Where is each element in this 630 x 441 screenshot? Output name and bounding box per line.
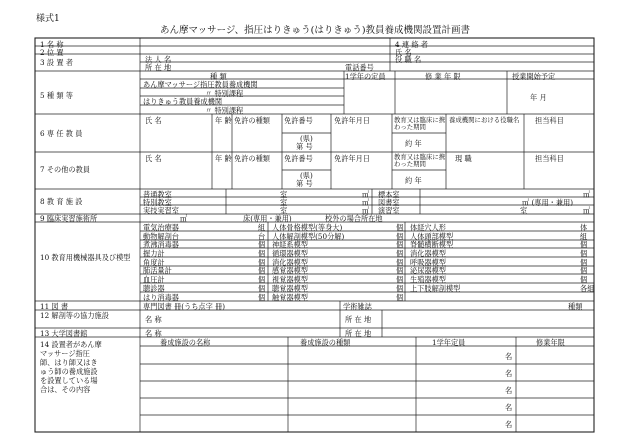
s8-shitsu: 室 [520,206,528,215]
s3-corp: 法 人 名 [145,55,172,64]
equipment-unit: 個 [396,284,404,293]
s6-h6: 養成機関における役職名 [449,116,520,124]
s6-h0: 氏 名 [145,116,162,125]
equipment-unit: 個 [396,232,404,241]
s11-label: 11 図 書 [40,302,69,311]
equipment-unit: 個 [396,293,404,302]
equipment-unit: 個 [396,258,404,267]
s5-r0: あん摩マッサージ指圧教員養成機関 [143,80,258,89]
s14-mei-2: 名 [505,386,513,395]
s8-mid-0: 室 [280,190,288,199]
equipment-item: 人体骨格模型(等身大) [272,223,343,232]
s8-mid-2: 室 [280,206,288,215]
equipment-item: 血圧計 [143,275,165,284]
equipment-item: 視覚器模型 [272,275,308,284]
s10-label: 10 教育用機械器具及び模型 [40,253,131,262]
equipment-unit: 台 [258,232,266,241]
equipment-item: 聴診器 [143,284,165,293]
equipment-unit: 個 [396,223,404,232]
equipment-item: 循環器模型 [272,249,308,258]
equipment-item: 神経系模型 [272,240,308,249]
s6-dai: 第 号 [296,142,313,151]
equipment-unit: 個 [258,240,266,249]
s5-label: 5 種 類 等 [40,91,73,100]
s3-location: 所 在 地 [145,63,172,72]
equipment-unit: 個 [580,258,588,267]
equipment-unit: 個 [258,293,266,302]
s7-h5: 教育又は臨床に携わった期間 [394,153,446,169]
s5-r1: 〃 特別課程 [205,89,244,98]
s5-r3: 〃 特別課程 [205,106,244,115]
equipment-item: 聴覚器模型 [272,284,308,293]
s14-mei-4: 名 [505,420,513,429]
equipment-unit: 各組 [580,284,595,293]
s5-ym: 年 月 [530,93,547,102]
s11-books: 専門図書 冊(うち点字 冊) [143,302,226,311]
equipment-unit: 組 [258,223,266,232]
equipment-unit: 個 [396,249,404,258]
s7-h4: 免許年月日 [334,154,370,163]
s9-m2: ㎡ [180,214,188,223]
s5-h3: 授業開始予定 [512,72,556,81]
s4-label: 4 連 絡 者 [395,40,428,49]
s6-yaku: 約 年 [405,139,422,148]
s7-h3: 免許番号 [284,154,313,163]
equipment-item: 消化器模型 [410,249,446,258]
s14-h0: 養成施設の名称 [160,338,211,347]
s14-label: 14 設置者があん摩マッサージ指圧師、はり師又はきゅう師の養成施設を設置している場合は、その内容 [40,340,102,394]
s8-left-2: 実技実習室 [143,206,179,215]
equipment-unit: 個 [580,240,588,249]
s14-mei-1: 名 [505,369,513,378]
form-label: 様式1 [36,14,60,24]
s6-h4: 免許年月日 [334,116,370,125]
s7-label: 7 その他の教員 [40,165,90,174]
s3-label: 3 設 置 者 [40,58,73,67]
s7-ken: (県) [300,171,313,180]
s6-ken: (県) [300,134,313,143]
equipment-unit: 個 [258,284,266,293]
s8-left-0: 普通教室 [143,190,172,199]
s7-yaku: 約 年 [405,176,422,185]
s8-unit-2: ㎡ [362,206,370,215]
s8-unit-1: ㎡ [362,198,370,207]
s5-r2: はりきゅう教員養成機関 [143,97,223,106]
s14-mei-3: 名 [505,403,513,412]
s5-h1: 1学年の定員 [345,72,386,81]
s1-label: 1 名 称 [40,40,64,49]
equipment-unit: 個 [396,266,404,275]
equipment-item: 脊髄横断模型 [410,240,454,249]
equipment-item: 人体解剖模型(50分解) [272,232,345,241]
equipment-unit: 個 [580,275,588,284]
s2-label: 2 位 置 [40,48,64,57]
page-title: あん摩マッサージ、指圧はりきゅう(はりきゅう)教員養成機関設置計画書 [159,25,471,36]
equipment-item: 電気治療器 [143,223,179,232]
s11-unit: 種類 [568,302,583,311]
equipment-item: はり消毒器 [143,293,179,302]
equipment-unit: 個 [258,266,266,275]
s6-h5: 教育又は臨床に携わった期間 [394,116,446,132]
equipment-unit: 個 [580,249,588,258]
s6-h3: 免許番号 [284,116,313,125]
s12-name: 名 称 [145,315,162,324]
equipment-unit: 個 [258,249,266,258]
equipment-item: 角度計 [143,258,165,267]
s8-unit-4: ㎡ [583,206,591,215]
s7-h6: 現 職 [455,154,472,163]
s5-h0: 種 類 [210,72,227,81]
s8-right-note: ㎡ (専用・兼用) [522,198,574,207]
s9-note: 校外の場合所在地 [325,214,383,223]
s3-phone: 電話番号 [345,63,374,72]
equipment-item: 体経穴人形 [410,223,446,232]
equipment-item: 肺活量計 [143,266,172,275]
s7-dai: 第 号 [296,179,313,188]
equipment-item: 上下肢解剖模型 [410,284,461,293]
s8-unit-3: ㎡ [583,190,591,199]
equipment-unit: 体 [580,223,588,232]
equipment-item: 泌尿器模型 [410,266,446,275]
s7-h1: 年 齢 [215,154,232,163]
s7-h2: 免許の種類 [234,154,270,163]
equipment-unit: 組 [580,232,588,241]
s8-right-1: 図書室 [378,198,400,207]
s12-loc: 所 在 地 [345,315,372,324]
s4-name: 氏 名 [395,48,412,57]
s4-title: 役 職 名 [395,55,422,64]
equipment-unit: 個 [580,266,588,275]
equipment-unit: 個 [396,240,404,249]
s6-h2: 免許の種類 [234,116,270,125]
s14-mei-0: 名 [505,352,513,361]
s14-h3: 修業年限 [536,338,565,347]
s14-h2: 1学年定員 [432,338,466,347]
s7-h0: 氏 名 [145,154,162,163]
s8-mid-1: 室 [280,198,288,207]
s8-left-1: 特別教室 [143,198,172,207]
s12-label: 12 解剖等の協力施設 [40,311,109,320]
equipment-item: 人体頭部模型 [410,232,454,241]
s6-h7: 担当科目 [535,116,564,125]
equipment-unit: 個 [258,275,266,284]
s11-journals: 学術雑誌 [343,302,372,311]
s8-right-2: 演習室 [378,206,400,215]
s13-label: 13 大学図書館 [40,329,88,338]
equipment-item: 感覚器模型 [272,266,308,275]
equipment-item: 動物解剖台 [143,232,179,241]
s9-label: 9 臨床実習施術所 [40,214,98,223]
equipment-item: 触覚器模型 [272,293,308,302]
equipment-item: 握力計 [143,249,165,258]
equipment-item: 呼吸器模型 [410,258,446,267]
equipment-unit: 個 [258,258,266,267]
equipment-item: 煮沸消毒器 [143,240,179,249]
s7-h7: 担当科目 [535,154,564,163]
s5-h2: 修 業 年 限 [425,72,461,81]
s9-bed: 床(専用・兼用) [243,214,292,223]
s13-loc: 所 在 地 [345,329,372,338]
s8-label: 8 教 育 施 設 [40,197,83,206]
s8-unit-0: ㎡ [362,190,370,199]
equipment-unit: 個 [396,275,404,284]
s8-right-0: 標本室 [378,190,400,199]
s13-name: 名 称 [145,329,162,338]
s6-h1: 年 齢 [215,116,232,125]
s14-h1: 養成施設の種類 [300,338,351,347]
equipment-item: 消化器模型 [272,258,308,267]
equipment-item: 生殖器模型 [410,275,446,284]
s6-label: 6 専 任 教 員 [40,129,83,138]
